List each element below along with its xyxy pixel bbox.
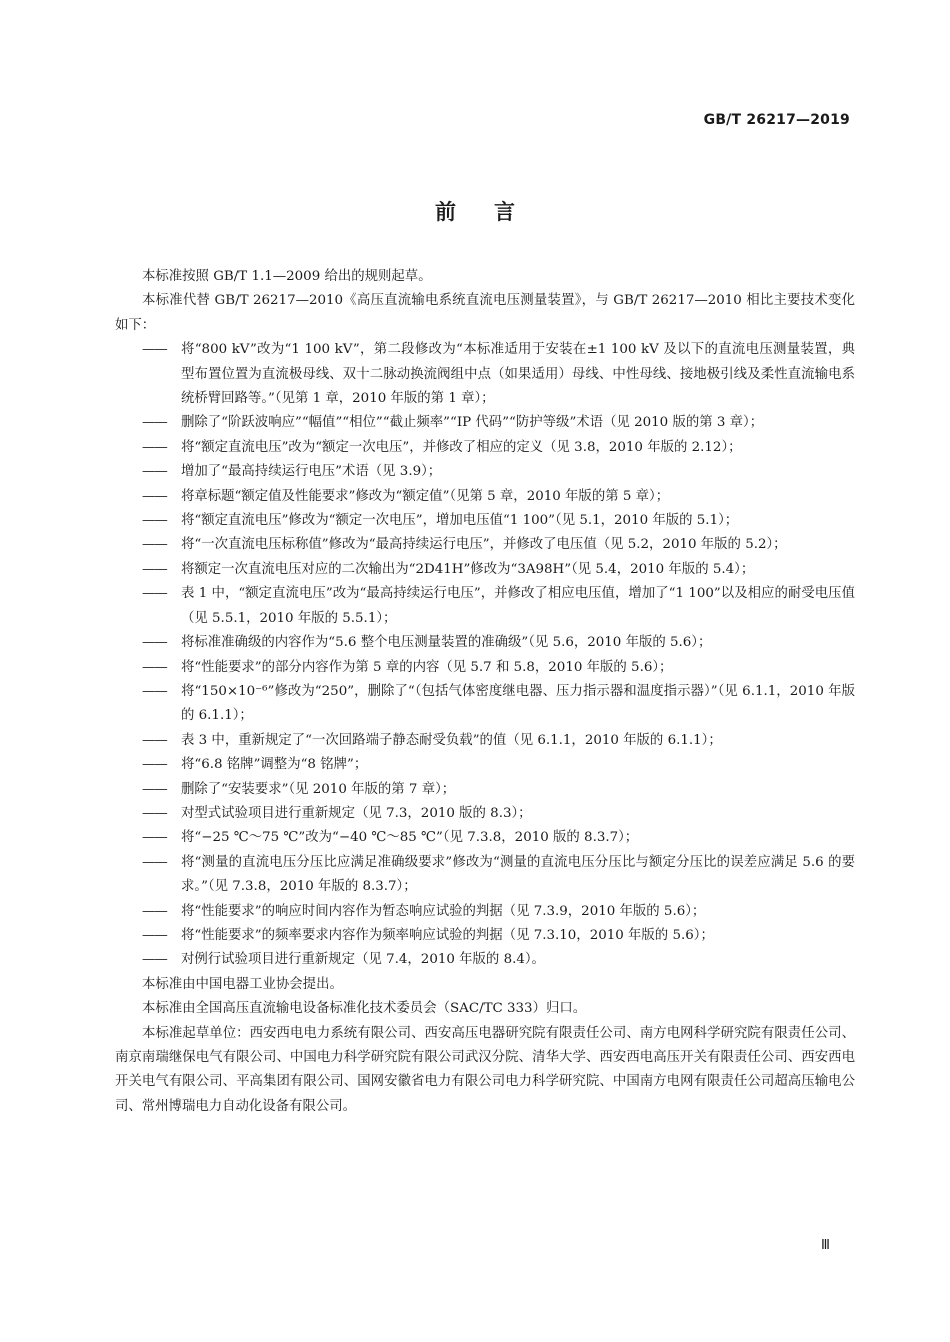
dash-marker: —— (142, 854, 167, 870)
list-item-text: 将“150×10⁻⁶”修改为“250”，删除了“（包括气体密度继电器、压力指示器和温度指示器）”（见 6.1.1，2010 年版的 6.1.1）； (181, 683, 855, 724)
closing-paragraph: 本标准由中国电器工业协会提出。 (142, 976, 343, 992)
list-item-text: 表 3 中，重新规定了“一次回路端子静态耐受负载”的值（见 6.1.1，2010 年版的 6.1.1）； (181, 732, 722, 748)
list-item (115, 436, 855, 460)
dash-marker: —— (142, 903, 167, 919)
list-item (115, 460, 855, 484)
closing-paragraph: 本标准起草单位：西安西电电力系统有限公司、西安高压电器研究院有限责任公司、南方电网科学研究院有限责任公司、南京南瑞继保电气有限公司、中国电力科学研究院有限公司武汉分院、清华大学、西安西电高压开关有限责任公司、西安西电开关电气有限公司、平高集团有限公司、国网安徽省电力有限公司电力科学研究院、中国南方电网有限责任公司超高压输电公司、常州博瑞电力自动化设备有限公司。 (115, 1025, 855, 1114)
list-item (115, 338, 855, 411)
list-item (115, 778, 855, 802)
list-item (115, 631, 855, 655)
dash-marker: —— (142, 952, 167, 968)
list-item-text: 将“额定直流电压”改为“额定一次电压”，并修改了相应的定义（见 3.8，2010 年版的 2.12）； (181, 439, 742, 455)
list-item-text: 将章标题“额定值及性能要求”修改为“额定值”（见第 5 章，2010 年版的第 5 章）； (181, 488, 670, 504)
list-item (115, 826, 855, 850)
list-item (115, 802, 855, 826)
dash-marker: —— (142, 757, 167, 773)
dash-marker: —— (142, 415, 167, 431)
dash-marker: —— (142, 683, 167, 699)
list-item-text: 对例行试验项目进行重新规定（见 7.4，2010 年版的 8.4）。 (181, 952, 545, 968)
list-item-text: 将“性能要求”的频率要求内容作为频率响应试验的判据（见 7.3.10，2010 年版的 5.6）； (181, 927, 714, 943)
foreword-body (115, 265, 855, 1119)
list-item (115, 582, 855, 631)
list-item-text: 将“性能要求”的部分内容作为第 5 章的内容（见 5.7 和 5.8，2010 年版的 5.6）； (181, 659, 673, 675)
dash-marker: —— (142, 342, 167, 358)
list-item-text: 将“测量的直流电压分压比应满足准确级要求”修改为“测量的直流电压分压比与额定分压比的误差应满足 5.6 的要求。”（见 7.3.8，2010 年版的 8.3.7）； (181, 854, 855, 895)
dash-marker: —— (142, 732, 167, 748)
dash-marker: —— (142, 513, 167, 529)
dash-marker: —— (142, 830, 167, 846)
list-item-text: 对型式试验项目进行重新规定（见 7.3，2010 版的 8.3）； (181, 805, 532, 821)
page-title: 前言 (435, 200, 553, 224)
page-number: Ⅲ (821, 1238, 830, 1253)
dash-marker: —— (142, 781, 167, 797)
list-item (115, 485, 855, 509)
dash-marker: —— (142, 561, 167, 577)
list-item (115, 656, 855, 680)
list-item (115, 948, 855, 972)
dash-marker: —— (142, 659, 167, 675)
list-item (115, 729, 855, 753)
list-item (115, 533, 855, 557)
list-item (115, 680, 855, 729)
closing-paragraph: 本标准由全国高压直流输电设备标准化技术委员会（SAC/TC 333）归口。 (142, 1001, 587, 1017)
dash-marker: —— (142, 805, 167, 821)
dash-marker: —— (142, 586, 167, 602)
list-item-text: 删除了“安装要求”（见 2010 年版的第 7 章）； (181, 781, 456, 797)
changes-list (115, 338, 855, 973)
list-item (115, 558, 855, 582)
list-item-text: 增加了“最高持续运行电压”术语（见 3.9）； (181, 464, 442, 480)
list-item-text: 将“6.8 铭牌”调整为“8 铭牌”； (181, 757, 368, 773)
list-item (115, 753, 855, 777)
list-item-text: 将“−25 ℃～75 ℃”改为“−40 ℃～85 ℃”（见 7.3.8，2010 版的 8.3.7）； (181, 830, 639, 846)
standard-code-header: GB/T 26217—2019 (703, 112, 850, 128)
dash-marker: —— (142, 439, 167, 455)
list-item (115, 509, 855, 533)
dash-marker: —— (142, 464, 167, 480)
dash-marker: —— (142, 537, 167, 553)
intro-paragraph: 本标准代替 GB/T 26217—2010《高压直流输电系统直流电压测量装置》，与 GB/T 26217—2010 相比主要技术变化如下： (115, 293, 855, 333)
list-item (115, 851, 855, 900)
list-item-text: 表 1 中，“额定直流电压”改为“最高持续运行电压”，并修改了相应电压值，增加了“1 100”以及相应的耐受电压值（见 5.5.1，2010 年版的 5.5.1）； (181, 586, 855, 626)
list-item (115, 900, 855, 924)
intro-paragraph: 本标准按照 GB/T 1.1—2009 给出的规则起草。 (142, 269, 432, 284)
list-item (115, 411, 855, 435)
list-item-text: 将“800 kV”改为“1 100 kV”，第二段修改为“本标准适用于安装在±1 100 kV 及以下的直流电压测量装置，典型布置位置为直流极母线、双十二脉动换流阀组中点（如果适用）母线、中性母线、接地极引线及柔性直流输电系统桥臂回路等。”（见第 1 章，2010 年版的第 1 章）； (181, 342, 855, 407)
list-item (115, 924, 855, 948)
list-item-text: 删除了“阶跃波响应”“幅值”“相位”“截止频率”“IP 代码”“防护等级”术语（见 2010 版的第 3 章）； (181, 415, 764, 431)
list-item-text: 将标准准确级的内容作为“5.6 整个电压测量装置的准确级”（见 5.6，2010 年版的 5.6）； (181, 635, 712, 651)
dash-marker: —— (142, 635, 167, 651)
list-item-text: 将“性能要求”的响应时间内容作为暂态响应试验的判据（见 7.3.9，2010 年版的 5.6）； (181, 903, 706, 919)
list-item-text: 将“一次直流电压标称值”修改为“最高持续运行电压”，并修改了电压值（见 5.2，2010 年版的 5.2）； (181, 537, 787, 553)
dash-marker: —— (142, 488, 167, 504)
dash-marker: —— (142, 927, 167, 943)
list-item-text: 将额定一次直流电压对应的二次输出为“2D41H”修改为“3A98H”（见 5.4，2010 年版的 5.4）； (181, 561, 755, 577)
list-item-text: 将“额定直流电压”修改为“额定一次电压”，增加电压值“1 100”（见 5.1，2010 年版的 5.1）； (181, 513, 739, 529)
